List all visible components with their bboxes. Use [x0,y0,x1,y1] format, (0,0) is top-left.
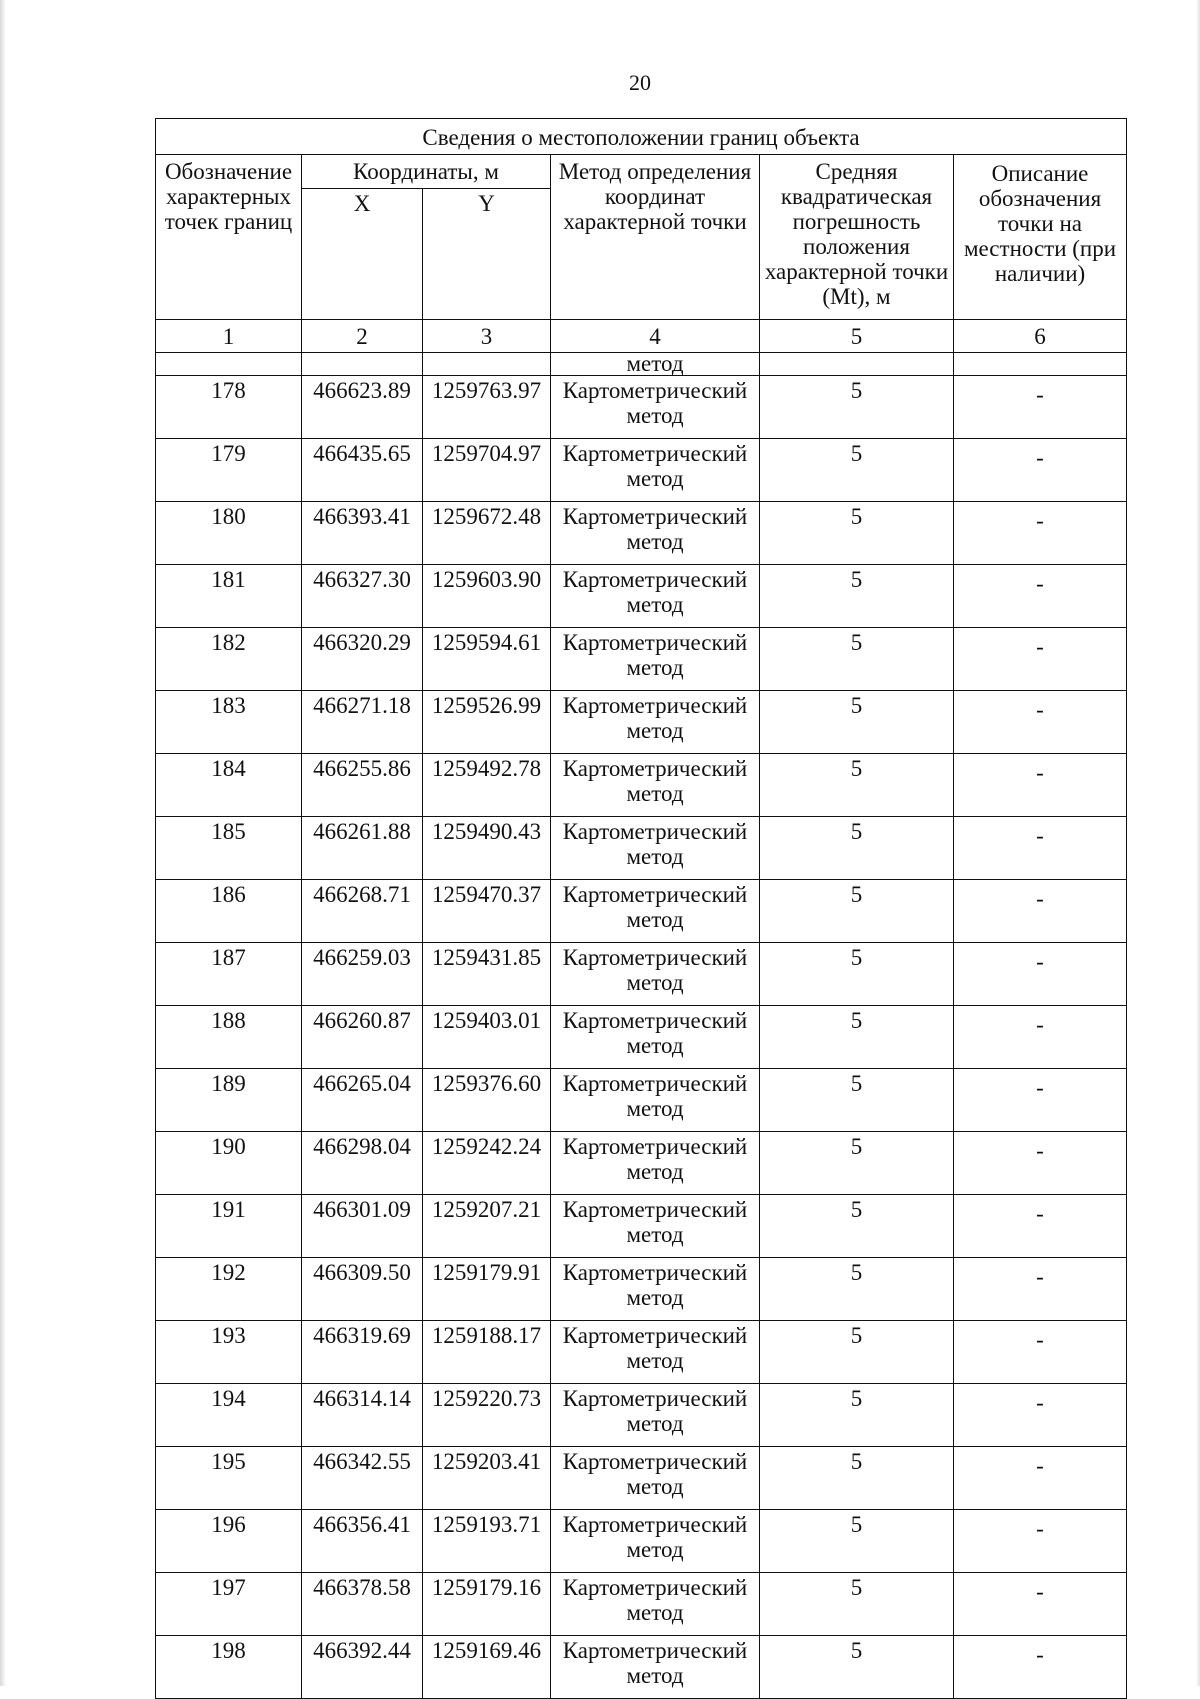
coord-y-cell: 1259603.90 [423,565,551,628]
column-number: 2 [302,320,423,353]
table-row [156,1447,1127,1510]
coord-x-cell: 466314.14 [302,1384,423,1447]
point-id-cell: 188 [156,1006,302,1069]
coord-x-cell: 466378.58 [302,1573,423,1636]
table-row [156,1384,1127,1447]
method-line-1: Картометрический [562,567,748,592]
table-row [156,880,1127,943]
method-line-1: Картометрический [562,1449,748,1474]
table-row [156,628,1127,691]
coord-x-cell: 466435.65 [302,439,423,502]
table-row [156,1069,1127,1132]
header-mean-error: Средняя квадратическая погрешность положения характерной точки (Mt), м [760,155,954,320]
method-line-2: метод [626,655,684,680]
mean-error-cell: 5 [760,1132,954,1195]
method-line-2: метод [626,1600,684,1625]
method-line-2: метод [626,1537,684,1562]
description-cell: - [954,1321,1127,1384]
coord-x-cell: 466260.87 [302,1006,423,1069]
coord-x-cell: 466271.18 [302,691,423,754]
mean-error-cell: 5 [760,1258,954,1321]
point-id-cell: 181 [156,565,302,628]
table-row [156,376,1127,439]
coord-y-cell: 1259526.99 [423,691,551,754]
method-line-2: метод [626,466,684,491]
column-number: 1 [156,320,302,353]
method-line-2: метод [626,781,684,806]
method-line-2: метод [626,1222,684,1247]
mean-error-cell: 5 [760,1321,954,1384]
coord-x-cell: 466261.88 [302,817,423,880]
description-cell: - [954,1006,1127,1069]
coord-y-cell: 1259704.97 [423,439,551,502]
method-line-1: Картометрический [562,1575,748,1600]
coord-y-cell: 1259188.17 [423,1321,551,1384]
page-number: 20 [629,70,651,95]
header-x: X [302,189,423,320]
method-line-2: метод [626,1285,684,1310]
coord-x-cell: 466623.89 [302,376,423,439]
header-y: Y [423,189,551,320]
method-cell [551,502,760,565]
method-line-1: Картометрический [562,1386,748,1411]
description-cell: - [954,1258,1127,1321]
method-line-1: Картометрический [562,1260,748,1285]
point-id-cell: 183 [156,691,302,754]
scan-right-edge [1196,0,1200,1686]
method-cell [551,691,760,754]
method-line-1: Картометрический [562,693,748,718]
coord-x-cell: 466309.50 [302,1258,423,1321]
method-line-1: Картометрический [562,1134,748,1159]
header-description: Описание обозначения точки на местности (при наличии) [954,155,1127,320]
point-id-cell: 185 [156,817,302,880]
method-cell [551,754,760,817]
table-row [156,1573,1127,1636]
description-cell: - [954,439,1127,502]
coord-x-cell: 466356.41 [302,1510,423,1573]
mean-error-cell: 5 [760,439,954,502]
point-id-cell: 179 [156,439,302,502]
method-line-2: метод [626,1096,684,1121]
point-id-cell: 189 [156,1069,302,1132]
method-line-1: Картометрический [562,945,748,970]
coord-y-cell: 1259376.60 [423,1069,551,1132]
mean-error-cell: 5 [760,754,954,817]
header-coordinates-group: Координаты, м [302,155,551,189]
coord-x-cell: 466392.44 [302,1636,423,1699]
method-cell [551,1195,760,1258]
mean-error-cell: 5 [760,1006,954,1069]
point-id-cell: 184 [156,754,302,817]
coord-y-cell: 1259169.46 [423,1636,551,1699]
method-line-1: Картометрический [562,441,748,466]
description-cell: - [954,880,1127,943]
carryover-row [156,353,1127,376]
point-id-cell: 178 [156,376,302,439]
mean-error-cell: 5 [760,1195,954,1258]
method-cell [551,628,760,691]
mean-error-cell: 5 [760,628,954,691]
method-line-1: Картометрический [562,756,748,781]
description-cell: - [954,1447,1127,1510]
header-method: Метод определения координат характерной точки [551,155,760,320]
method-line-2: метод [626,1348,684,1373]
method-cell [551,943,760,1006]
coord-y-cell: 1259207.21 [423,1195,551,1258]
method-cell [551,1573,760,1636]
method-line-2: метод [626,907,684,932]
method-line-2: метод [626,1159,684,1184]
method-line-2: метод [626,403,684,428]
coord-x-cell: 466268.71 [302,880,423,943]
table-row [156,1321,1127,1384]
method-line-2: метод [626,718,684,743]
point-id-cell: 186 [156,880,302,943]
column-number: 4 [551,320,760,353]
method-cell [551,1321,760,1384]
coord-x-cell: 466319.69 [302,1321,423,1384]
table-row [156,565,1127,628]
method-line-2: метод [626,844,684,869]
description-cell: - [954,943,1127,1006]
column-number: 6 [954,320,1127,353]
method-line-2: метод [626,1663,684,1688]
table-title-row [156,119,1127,155]
coord-y-cell: 1259492.78 [423,754,551,817]
mean-error-cell: 5 [760,1447,954,1510]
table-body [156,353,1127,1699]
description-cell: - [954,1636,1127,1699]
description-cell: - [954,376,1127,439]
mean-error-cell: 5 [760,817,954,880]
header-row-top [156,155,1127,189]
coord-y-cell: 1259431.85 [423,943,551,1006]
coord-y-cell: 1259470.37 [423,880,551,943]
method-line-2: метод [626,592,684,617]
table-row [156,943,1127,1006]
point-id-cell: 193 [156,1321,302,1384]
table-row [156,1006,1127,1069]
method-cell [551,1006,760,1069]
method-cell [551,817,760,880]
coord-y-cell: 1259179.91 [423,1258,551,1321]
method-cell [551,1447,760,1510]
method-cell [551,1384,760,1447]
mean-error-cell: 5 [760,1384,954,1447]
scan-left-edge [0,0,6,1686]
description-cell: - [954,1195,1127,1258]
method-line-1: Картометрический [562,378,748,403]
point-id-cell: 190 [156,1132,302,1195]
method-line-2: метод [626,1411,684,1436]
coord-y-cell: 1259594.61 [423,628,551,691]
method-line-1: Картометрический [562,819,748,844]
point-id-cell: 180 [156,502,302,565]
coord-y-cell: 1259203.41 [423,1447,551,1510]
method-cell [551,1258,760,1321]
point-id-cell: 195 [156,1447,302,1510]
method-line-1: Картометрический [562,1512,748,1537]
coord-x-cell: 466255.86 [302,754,423,817]
mean-error-cell: 5 [760,1510,954,1573]
table-row [156,1258,1127,1321]
coord-x-cell: 466320.29 [302,628,423,691]
mean-error-cell: 5 [760,502,954,565]
mean-error-cell: 5 [760,1573,954,1636]
column-numbers-row [156,320,1127,353]
coord-y-cell: 1259193.71 [423,1510,551,1573]
method-line-2: метод [626,970,684,995]
point-id-cell: 187 [156,943,302,1006]
method-line-2: метод [626,1474,684,1499]
description-cell: - [954,502,1127,565]
coord-x-cell: 466259.03 [302,943,423,1006]
description-cell: - [954,565,1127,628]
table-row [156,502,1127,565]
column-number: 5 [760,320,954,353]
coord-y-cell: 1259242.24 [423,1132,551,1195]
method-line-1: Картометрический [562,504,748,529]
description-cell: - [954,1069,1127,1132]
mean-error-cell: 5 [760,943,954,1006]
method-cell [551,565,760,628]
coord-x-cell: 466298.04 [302,1132,423,1195]
point-id-cell: 182 [156,628,302,691]
mean-error-cell: 5 [760,880,954,943]
point-id-cell: 196 [156,1510,302,1573]
table-row [156,1195,1127,1258]
point-id-cell: 192 [156,1258,302,1321]
description-cell: - [954,1132,1127,1195]
point-id-cell: 191 [156,1195,302,1258]
coord-y-cell: 1259672.48 [423,502,551,565]
method-cell [551,1636,760,1699]
description-cell: - [954,817,1127,880]
column-number: 3 [423,320,551,353]
description-cell: - [954,691,1127,754]
mean-error-cell: 5 [760,376,954,439]
header-point-designation: Обозначение характерных точек границ [156,155,302,320]
method-line-1: Картометрический [562,1323,748,1348]
point-id-cell: 197 [156,1573,302,1636]
method-cell [551,880,760,943]
method-cell [551,1132,760,1195]
description-cell: - [954,754,1127,817]
table-row [156,439,1127,502]
coord-y-cell: 1259403.01 [423,1006,551,1069]
table-title: Сведения о местоположении границ объекта [156,119,1127,155]
mean-error-cell: 5 [760,691,954,754]
method-cell [551,376,760,439]
boundary-coordinates-table [155,118,1127,1699]
point-id-cell: 194 [156,1384,302,1447]
description-cell: - [954,1573,1127,1636]
method-cell [551,1069,760,1132]
coord-x-cell: 466393.41 [302,502,423,565]
coord-y-cell: 1259220.73 [423,1384,551,1447]
description-cell: - [954,628,1127,691]
coord-x-cell: 466301.09 [302,1195,423,1258]
method-line-2: метод [626,1033,684,1058]
method-line-1: Картометрический [562,1638,748,1663]
method-line-1: Картометрический [562,1197,748,1222]
table-row [156,1132,1127,1195]
description-cell: - [954,1384,1127,1447]
coord-x-cell: 466265.04 [302,1069,423,1132]
table-row [156,1510,1127,1573]
method-line-1: Картометрический [562,882,748,907]
method-line-1: Картометрический [562,630,748,655]
table-row [156,691,1127,754]
table-row [156,1636,1127,1699]
method-line-1: Картометрический [562,1008,748,1033]
coord-y-cell: 1259763.97 [423,376,551,439]
mean-error-cell: 5 [760,565,954,628]
carryover-method: метод [551,353,760,376]
description-cell: - [954,1510,1127,1573]
coord-x-cell: 466327.30 [302,565,423,628]
method-cell [551,1510,760,1573]
coord-x-cell: 466342.55 [302,1447,423,1510]
method-line-1: Картометрический [562,1071,748,1096]
table-row [156,817,1127,880]
coord-y-cell: 1259179.16 [423,1573,551,1636]
table-row [156,754,1127,817]
mean-error-cell: 5 [760,1069,954,1132]
point-id-cell: 198 [156,1636,302,1699]
mean-error-cell: 5 [760,1636,954,1699]
coord-y-cell: 1259490.43 [423,817,551,880]
method-line-2: метод [626,529,684,554]
method-cell [551,439,760,502]
